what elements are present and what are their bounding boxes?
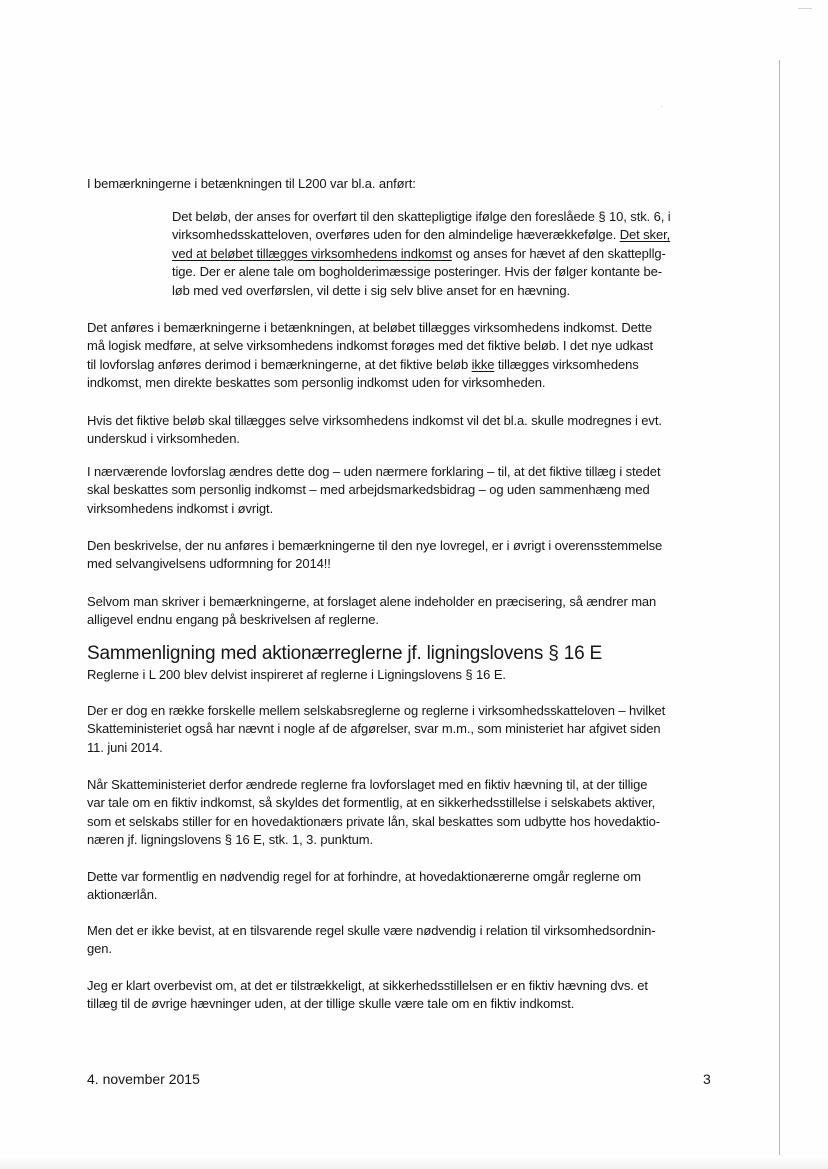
paragraph-11: Jeg er klart overbevist om, at det er tilstrækkeligt, at sikkerhedsstillelsen er en fiktiv hævning dvs. et tillæg til de øvrige hævninger uden, at der tillige skulle være tale om en fiktiv indkomst.: [87, 978, 648, 1012]
page-number: 3: [703, 1071, 711, 1087]
paragraph-9: Dette var formentlig en nødvendig regel for at forhindre, at hovedaktionærerne omgår reglerne om aktionærlån.: [87, 869, 642, 903]
paragraph-6: Reglerne i L 200 blev delvist inspireret af reglerne i Ligningslovens § 16 E.: [87, 667, 506, 682]
underlined-text: ved at beløbet tillægges virksomhedens indkomst: [172, 245, 452, 261]
paragraph-3: I nærværende lovforslag ændres dette dog – uden nærmere forklaring – til, at det fiktive tillæg i stedet skal beskattes som personlig indkomst – med arbejdsmarkedsbidrag – og uden sammenhæng med virksomhedens indkomst i øvrigt.: [87, 464, 661, 516]
underlined-text: ikke: [471, 356, 495, 372]
footer-date: 4. november 2015: [87, 1071, 200, 1087]
intro-paragraph: I bemærkningerne i betænkningen til L200 var bl.a. anført:: [87, 176, 416, 191]
scan-bottom-edge: [0, 1156, 828, 1169]
paragraph-2: Hvis det fiktive beløb skal tillægges selve virksomhedens indkomst vil det bl.a. skulle modregnes i evt. underskud i virksomheden.: [87, 413, 662, 447]
paragraph-5: Selvom man skriver i bemærkningerne, at forslaget alene indeholder en præcisering, så ændrer man alligevel endnu engang på beskrivelsen af reglerne.: [87, 594, 657, 628]
paragraph-4: Den beskrivelse, der nu anføres i bemærkningerne til den nye lovregel, er i øvrigt i overensstemmelse med selvangivelsens udformning for 2014!!: [87, 538, 663, 572]
paragraph-8: Når Skatteministeriet derfor ændrede reglerne fra lovforslaget med en fiktiv hævning til, at der tillige var tale om en fiktiv indkomst, så skyldes det formentlig, at en sikkerhedsstillelse i selskabets aktiver, som et selskabs stiller for en hovedaktionærs private lån, skal beskattes som udbytte hos hovedaktio- næren jf. ligningslovens § 16 E, stk. 1, 3. punktum.: [87, 777, 661, 848]
paragraph-10: Men det er ikke bevist, at en tilsvarende regel skulle være nødvendig i relation til virksomhedsordnin- gen.: [87, 923, 656, 957]
margin-rule: [779, 60, 780, 1155]
paragraph-1: Det anføres i bemærkningerne i betænkningen, at beløbet tillægges virksomhedens indkomst. Dette må logisk medføre, at selve virksomhedens indkomst forøges med det fiktive beløb. I det nye udkast til lovforslag anføres derimod i bemærkningerne, at det fiktive beløb ikke tillægges virksomhedens indkomst, men direkte beskattes som personlig indkomst uden for virksomheden.: [87, 320, 654, 391]
scan-mark: [798, 8, 812, 9]
section-heading: Sammenligning med aktionærreglerne jf. ligningslovens § 16 E: [87, 643, 603, 664]
scan-speck: [661, 106, 662, 107]
paragraph-7: Der er dog en række forskelle mellem selskabsreglerne og reglerne i virksomhedsskatteloven – hvilket Skatteministeriet også har nævnt i nogle af de afgørelser, svar m.m., som ministeriet har afgivet siden 11. juni 2014.: [87, 703, 666, 755]
block-quote: Det beløb, der anses for overført til den skattepligtige ifølge den foreslåede § 10, stk. 6, i virksomhedsskatteloven, overføres uden for den almindelige hæverækkefølge. Det sker, ved at beløbet tillægges virksomhedens indkomst og anses for hævet af den skattepllg- tige. Der er alene tale om bogholderimæssige posteringer. Hvis der følger kontante be- løb med ved overførslen, vil dette i sig selv blive anset for en hævning.: [172, 209, 671, 298]
underlined-text: Det sker,: [619, 227, 671, 243]
